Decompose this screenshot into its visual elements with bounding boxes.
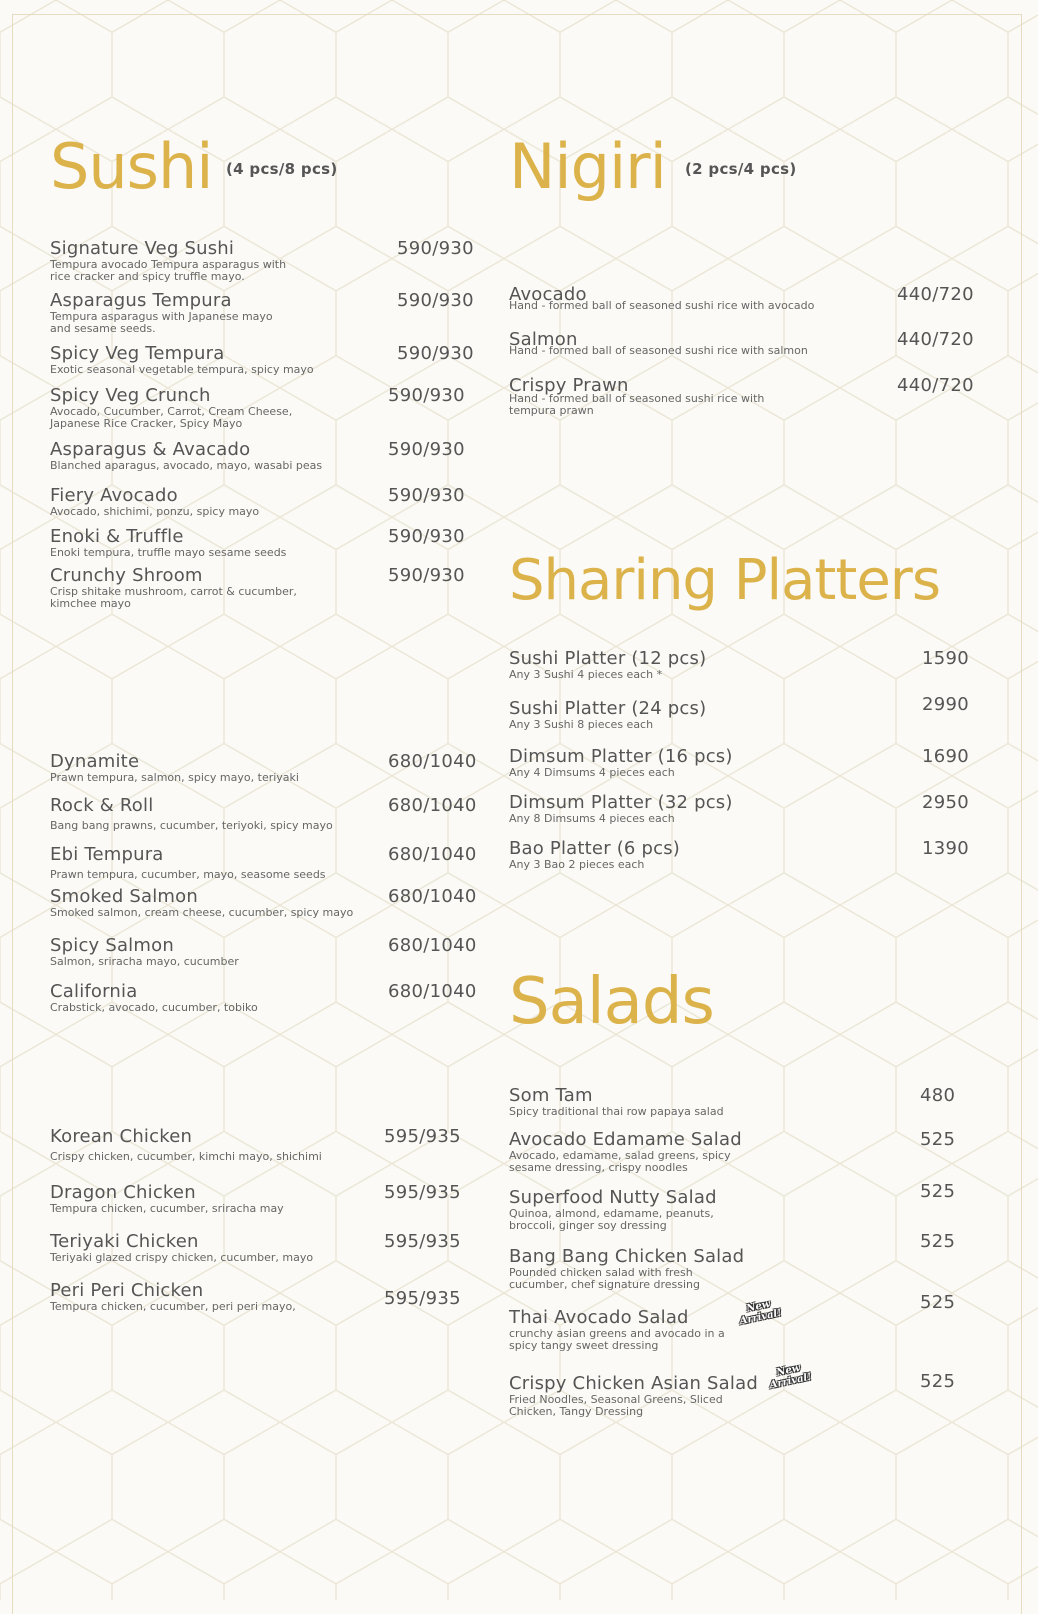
item-description: Chicken, Tangy Dressing [509,1405,644,1418]
item-description: Blanched aparagus, avocado, mayo, wasabi peas [50,459,323,472]
item-price: 590/930 [397,238,474,259]
item-description: tempura prawn [509,404,594,417]
item-price: 440/720 [897,284,974,305]
item-name: Rock & Roll [50,795,154,816]
sushi-title: Sushi [50,130,213,203]
item-name: Sushi Platter (12 pcs) [509,648,707,669]
menu-item [50,795,480,832]
item-name: Dimsum Platter (32 pcs) [509,792,733,813]
menu-item [50,935,480,968]
item-name: Ebi Tempura [50,844,164,865]
menu-item [50,1231,480,1264]
item-price: 1390 [922,838,970,859]
nigiri-title: Nigiri [509,130,666,203]
menu-item [509,1231,979,1291]
item-price: 680/1040 [388,981,477,1002]
item-price: 680/1040 [388,844,477,865]
item-price: 595/935 [384,1231,461,1252]
item-description: Avocado, shichimi, ponzu, spicy mayo [50,505,260,518]
item-description: sesame dressing, crispy noodles [509,1161,688,1174]
item-price: 590/930 [388,485,465,506]
item-description: Any 3 Sushi 4 pieces each * [509,668,663,681]
item-description: Prawn tempura, salmon, spicy mayo, teriyaki [50,771,299,784]
item-description: Hand - formed ball of seasoned sushi rice with salmon [509,344,808,357]
item-name: Bang Bang Chicken Salad [509,1246,745,1267]
menu-item [50,485,480,518]
item-description: Exotic seasonal vegetable tempura, spicy mayo [50,363,314,376]
item-description: Japanese Rice Cracker, Spicy Mayo [50,417,243,430]
item-name: Thai Avocado Salad [509,1307,689,1328]
item-description: Fried Noodles, Seasonal Greens, Sliced [509,1393,723,1406]
item-description: Bang bang prawns, cucumber, teriyoki, spicy mayo [50,819,333,832]
nigiri-subtitle: (2 pcs/4 pcs) [685,160,797,178]
item-name: Avocado Edamame Salad [509,1129,742,1150]
item-description: Enoki tempura, truffle mayo sesame seeds [50,546,287,559]
menu-item [509,284,979,312]
item-name: Crispy Prawn [509,375,629,396]
item-name: Smoked Salmon [50,886,198,907]
item-name: California [50,981,138,1002]
item-name: Teriyaki Chicken [50,1231,199,1252]
item-name: Spicy Salmon [50,935,174,956]
item-price: 680/1040 [388,751,477,772]
menu-item [509,694,979,731]
item-description: Salmon, sriracha mayo, cucumber [50,955,239,968]
item-description: Crisp shitake mushroom, carrot & cucumber, [50,585,297,598]
menu-item [50,844,480,881]
item-name: Bao Platter (6 pcs) [509,838,681,859]
menu-item [50,1126,480,1163]
item-price: 590/930 [397,343,474,364]
item-description: Tempura avocado Tempura asparagus with [50,258,287,271]
item-name: Dragon Chicken [50,1182,196,1203]
item-price: 440/720 [897,329,974,350]
menu-item [509,329,979,357]
menu-item [509,1362,979,1418]
item-name: Asparagus Tempura [50,290,232,311]
item-description: crunchy asian greens and avocado in a [509,1327,725,1340]
item-name: Crunchy Shroom [50,565,203,586]
item-name: Spicy Veg Crunch [50,385,211,406]
item-description: Teriyaki glazed crispy chicken, cucumber, mayo [50,1251,314,1264]
menu-item [509,1181,979,1232]
item-price: 2990 [922,694,970,715]
item-price: 1690 [922,746,970,767]
item-name: Crispy Chicken Asian Salad [509,1373,758,1394]
item-price: 590/930 [388,385,465,406]
menu-item [50,981,480,1014]
item-price: 680/1040 [388,886,477,907]
item-description: Hand - formed ball of seasoned sushi rice with avocado [509,299,815,312]
item-price: 525 [920,1181,956,1202]
item-description: Crispy chicken, cucumber, kimchi mayo, shichimi [50,1150,322,1163]
item-description: Spicy traditional thai row papaya salad [509,1105,724,1118]
menu-item [509,746,979,779]
item-price: 595/935 [384,1126,461,1147]
new-arrival-badge: New Arrival! [768,1362,813,1392]
item-description: Any 8 Dimsums 4 pieces each [509,812,675,825]
item-price: 2950 [922,792,970,813]
platters-title: Sharing Platters [509,548,940,613]
menu-item [50,886,480,919]
item-name: Enoki & Truffle [50,526,184,547]
menu-item [50,526,480,559]
item-name: Sushi Platter (24 pcs) [509,698,707,719]
item-name: Superfood Nutty Salad [509,1187,717,1208]
menu-item [509,1085,979,1118]
item-description: spicy tangy sweet dressing [509,1339,659,1352]
item-description: Smoked salmon, cream cheese, cucumber, spicy mayo [50,906,354,919]
item-price: 590/930 [397,290,474,311]
menu-item [50,385,480,430]
item-description: Crabstick, avocado, cucumber, tobiko [50,1001,258,1014]
item-price: 590/930 [388,565,465,586]
item-price: 1590 [922,648,970,669]
item-price: 525 [920,1231,956,1252]
item-description: Avocado, edamame, salad greens, spicy [509,1149,731,1162]
item-description: Tempura chicken, cucumber, peri peri mayo, [50,1300,296,1313]
menu-item [50,439,480,472]
item-description: Any 3 Bao 2 pieces each [509,858,645,871]
item-description: Hand - formed ball of seasoned sushi rice with [509,392,765,405]
item-name: Dynamite [50,751,140,772]
item-name: Som Tam [509,1085,593,1106]
menu-item [509,838,979,871]
menu-item [50,1182,480,1215]
sushi-subtitle: (4 pcs/8 pcs) [226,160,338,178]
item-price: 590/930 [388,439,465,460]
menu-item [509,1129,979,1174]
menu-item [50,343,480,376]
menu-item [509,648,979,681]
item-price: 525 [920,1371,956,1392]
item-price: 525 [920,1129,956,1150]
menu-item [50,290,480,335]
item-name: Avocado [509,284,587,305]
item-name: Peri Peri Chicken [50,1280,204,1301]
item-description: and sesame seeds. [50,322,156,335]
item-price: 595/935 [384,1288,461,1309]
item-description: cucumber, chef signature dressing [509,1278,700,1291]
item-name: Salmon [509,329,578,350]
item-price: 440/720 [897,375,974,396]
item-description: Prawn tempura, cucumber, mayo, seasome seeds [50,868,326,881]
item-price: 680/1040 [388,935,477,956]
item-description: broccoli, ginger soy dressing [509,1219,667,1232]
item-name: Fiery Avocado [50,485,178,506]
item-name: Dimsum Platter (16 pcs) [509,746,733,767]
item-name: Korean Chicken [50,1126,193,1147]
menu-item [509,792,979,825]
new-arrival-badge: New Arrival! [738,1298,783,1328]
menu-item [50,565,480,610]
item-description: Tempura chicken, cucumber, sriracha may [50,1202,284,1215]
item-name: Signature Veg Sushi [50,238,235,259]
item-name: Asparagus & Avacado [50,439,251,460]
item-price: 480 [920,1085,956,1106]
salads-title: Salads [509,965,714,1039]
item-description: kimchee mayo [50,597,131,610]
item-price: 525 [920,1292,956,1313]
item-price: 595/935 [384,1182,461,1203]
item-price: 680/1040 [388,795,477,816]
item-description: Any 4 Dimsums 4 pieces each [509,766,675,779]
menu-item [50,238,480,283]
item-description: Pounded chicken salad with fresh [509,1266,693,1279]
menu-item [509,375,979,417]
item-name: Spicy Veg Tempura [50,343,225,364]
item-description: Avocado, Cucumber, Carrot, Cream Cheese, [50,405,293,418]
menu-item [50,1280,480,1313]
menu-item [50,751,480,784]
item-description: rice cracker and spicy truffle mayo. [50,270,245,283]
item-price: 590/930 [388,526,465,547]
item-description: Tempura asparagus with Japanese mayo [50,310,273,323]
item-description: Any 3 Sushi 8 pieces each [509,718,654,731]
item-description: Quinoa, almond, edamame, peanuts, [509,1207,714,1220]
menu-item [509,1292,979,1352]
